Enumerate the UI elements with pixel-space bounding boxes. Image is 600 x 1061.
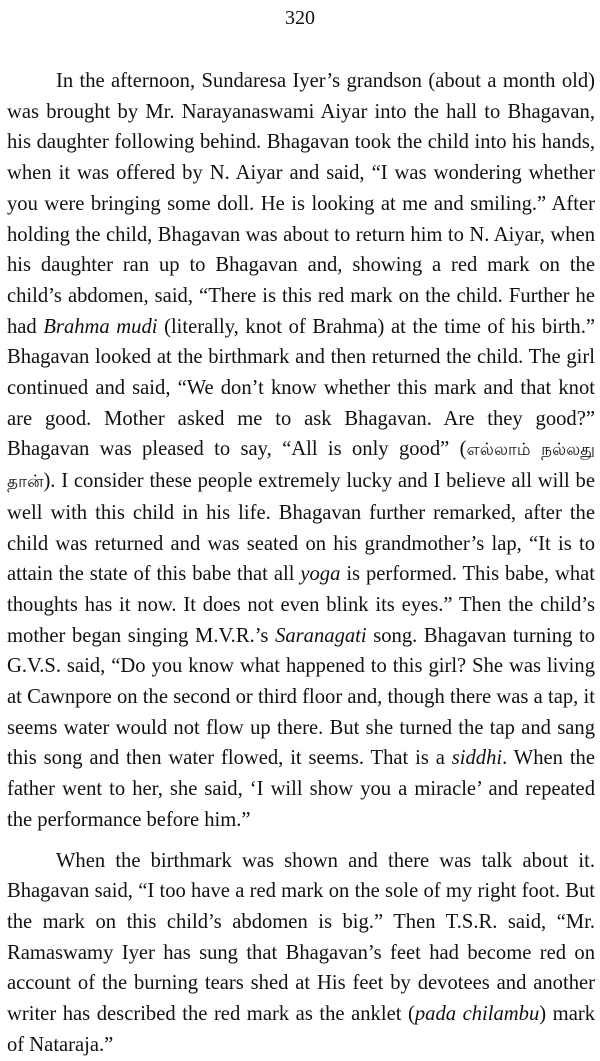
italic-term: pada chilambu xyxy=(414,1003,540,1026)
text-run: (literally, knot of Brahma) at the time of his birth.” Bhagavan looked at the birthmark and then returned the child. The girl continued and said, “We don’t know whether this mark and that knot are good. Mother asked me to ask Bhagavan. Are they good?” Bhagavan was pleased to say, “All is only good” ( xyxy=(7,315,595,461)
text-run: ). I consider these people extremely lucky and I believe all will be well with this child in his life. Bhagavan further remarked, after the child was returned and was seated on his grandmother’s lap, “It is to attain the state of this babe that all xyxy=(7,470,595,586)
text-run: song. Bhagavan turning to G.V.S. said, “Do you know what happened to this girl? She was living at Cawnpore on the second or third floor and, though there was a tap, it seems water would not flow up there. But she turned the tap and sang this song and then water flowed, it seems. That is a xyxy=(7,624,596,770)
italic-term: siddhi xyxy=(451,747,503,770)
page-number: 320 xyxy=(285,7,315,29)
text-run: In the afternoon, Sundaresa Iyer’s grandson (about a month old) was brought by Mr. Narayanaswami Aiyar into the hall to Bhagavan, his daughter following behind. Bhagavan took the child into his hands, when it was offered by N. Aiyar and said, “I was wondering whether you were bringing some doll. He is looking at me and smiling.” After holding the child, Bhagavan was about to return him to N. Aiyar, when his daughter ran up to Bhagavan and, showing a red mark on the child’s abdomen, said, “There is this red mark on the child. Further he had xyxy=(7,70,595,338)
body-text xyxy=(7,66,595,1061)
italic-term: Saranagati xyxy=(275,624,367,647)
text-run: ) mark of Nataraja.” xyxy=(7,1003,596,1056)
paragraph xyxy=(7,846,595,1061)
italic-term: Brahma mudi xyxy=(43,315,158,338)
text-run: When the birthmark was shown and there was talk about it. Bhagavan said, “I too have a red mark on the sole of my right foot. But the mark on this child’s abdomen is big.” Then T.S.R. said, “Mr. Ramaswamy Iyer has sung that Bhagavan’s feet had become red on account of the burning tears shed at His feet by devotees and another writer has described the red mark as the anklet ( xyxy=(7,849,595,1026)
paragraph xyxy=(7,66,595,836)
italic-term: yoga xyxy=(300,563,341,586)
text-run: is performed. This babe, what thoughts has it now. It does not even blink its eyes.” Then the child’s mother began singing M.V.R.’s xyxy=(7,563,595,647)
tamil-phrase: எல்லாம் நல்லது தான் xyxy=(7,440,596,493)
text-run: . When the father went to her, she said, ‘I will show you a miracle’ and repeated the performance before him.” xyxy=(7,747,595,831)
